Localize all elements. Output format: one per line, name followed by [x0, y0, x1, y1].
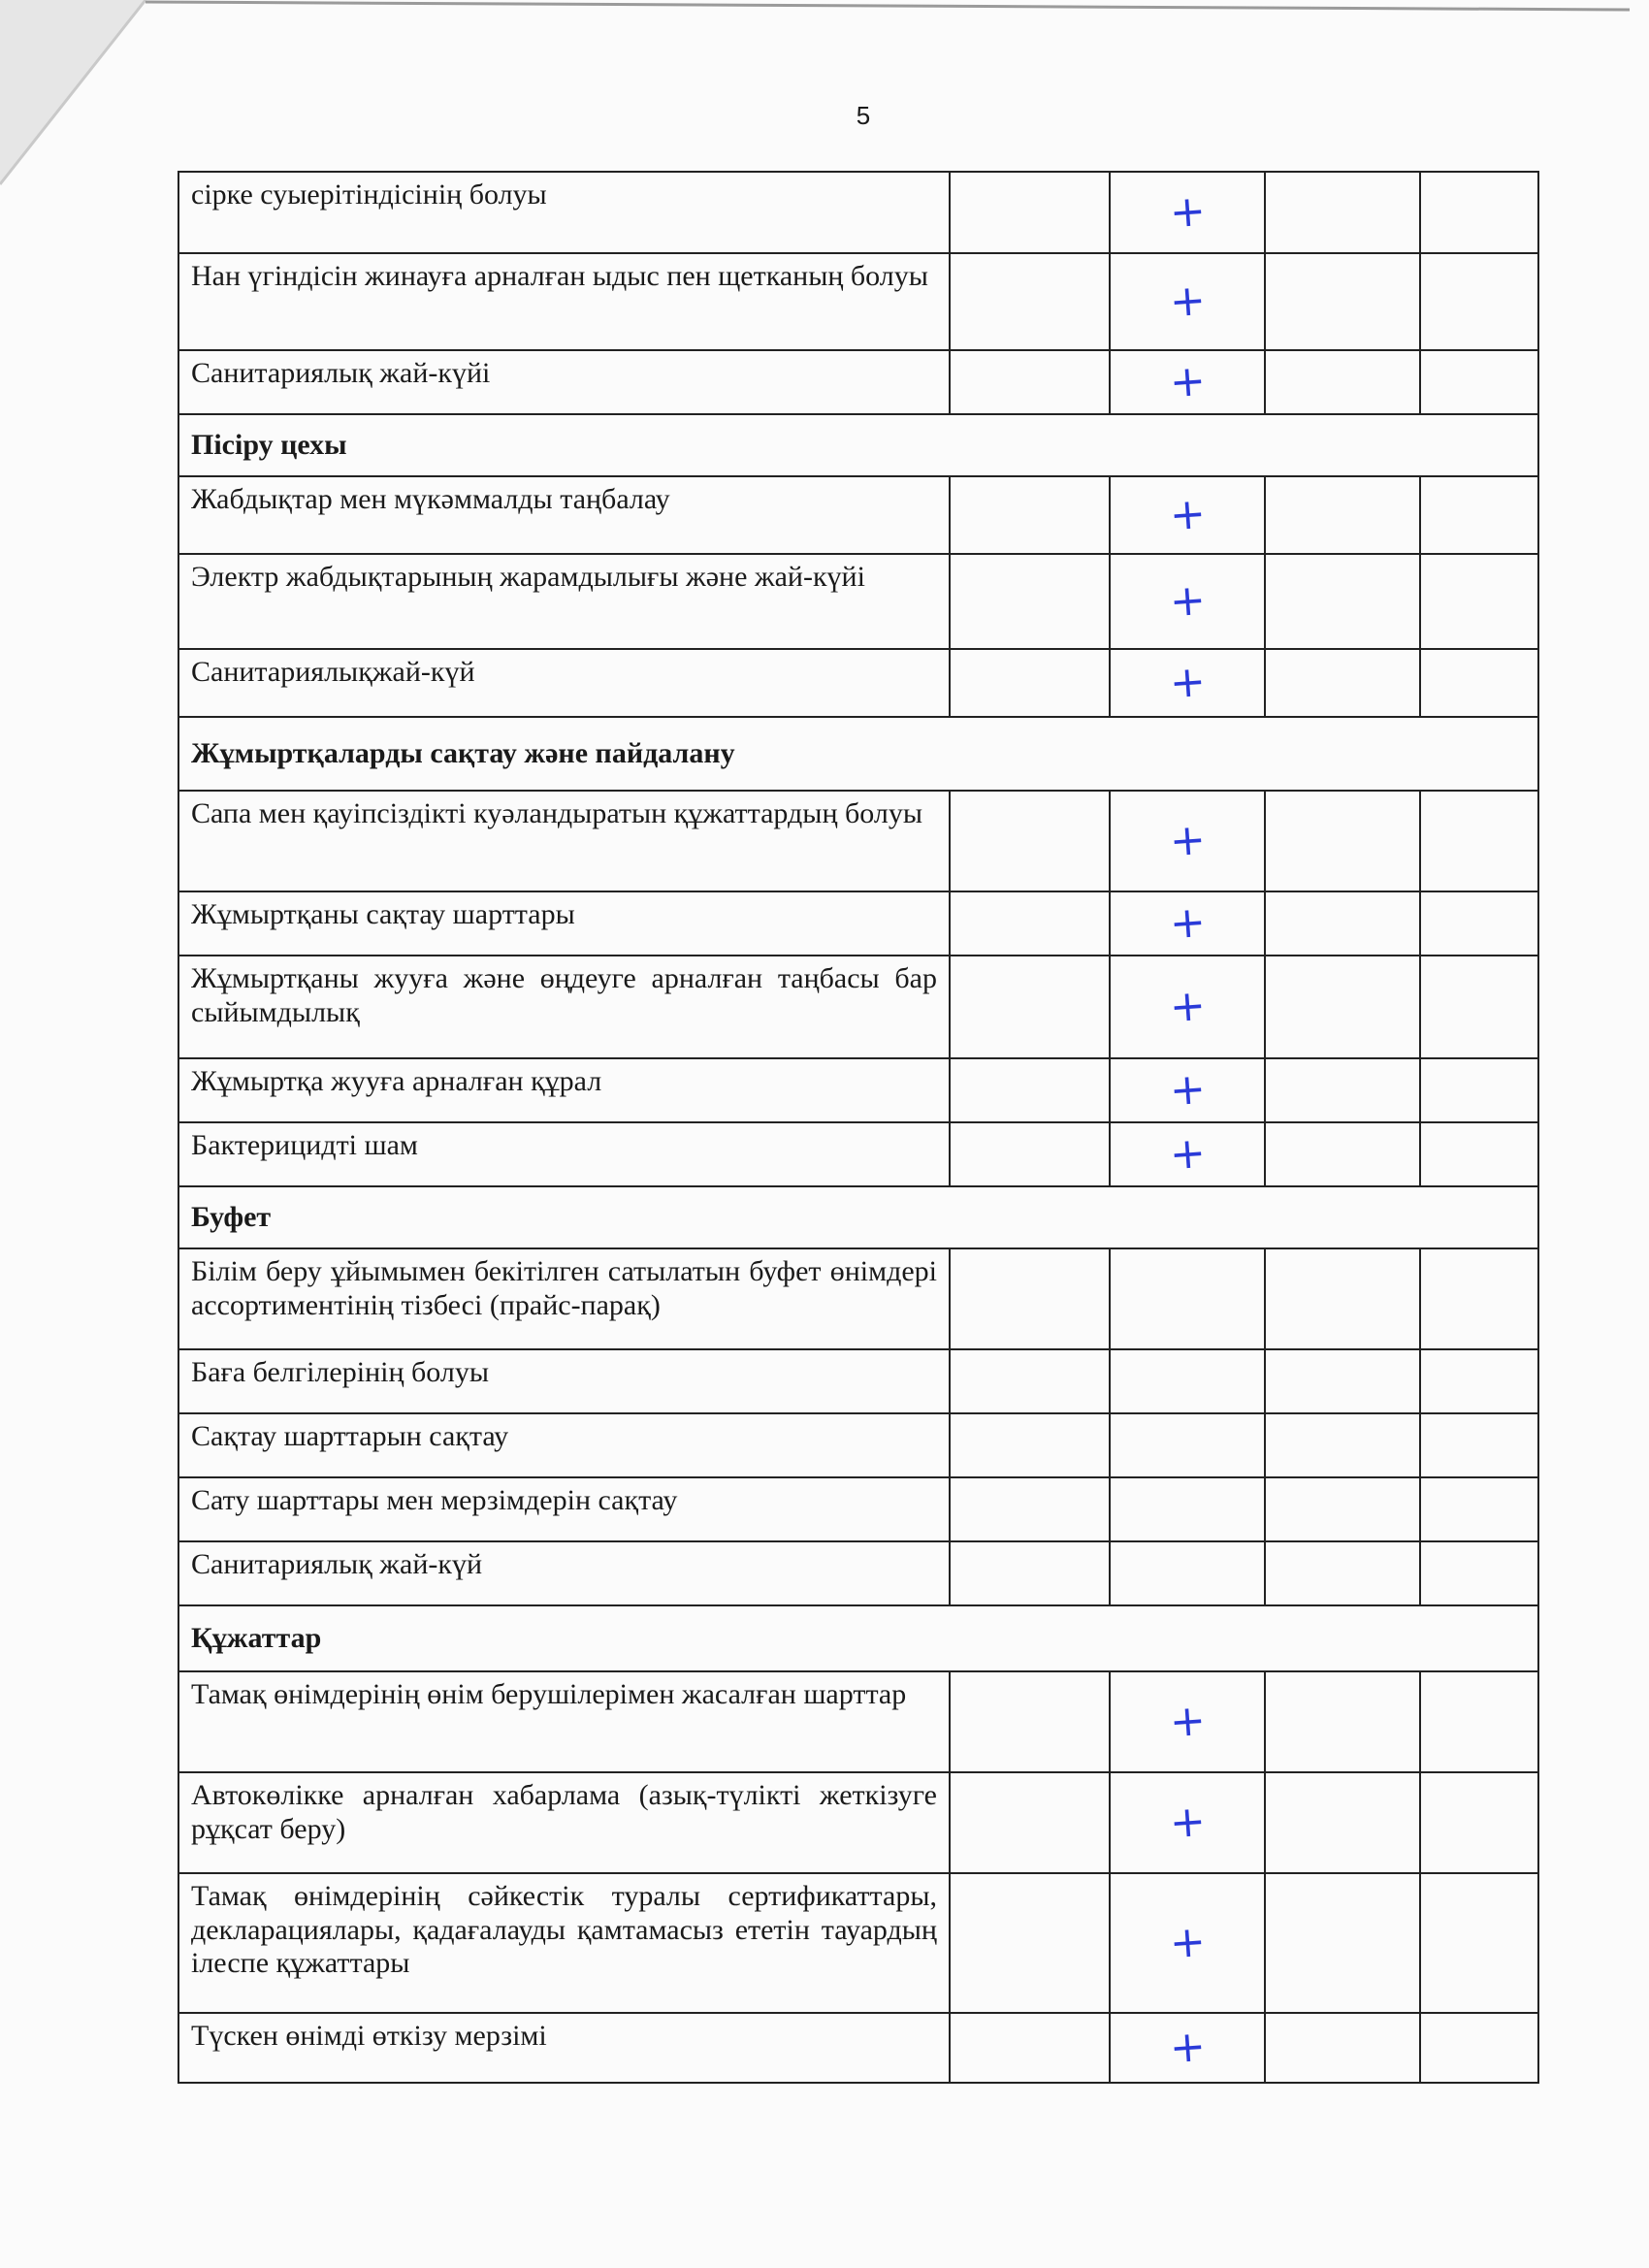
checklist-row: [178, 253, 1538, 350]
column-cell-3: [1265, 172, 1420, 253]
column-cell-1: [950, 956, 1110, 1058]
compliance-mark-cell: [1110, 1477, 1265, 1541]
column-cell-4: [1420, 1248, 1538, 1349]
checklist-row: [178, 2013, 1538, 2083]
column-cell-3: [1265, 956, 1420, 1058]
requirement-label: Түскен өнімді өткізу мерзімі: [178, 2013, 950, 2083]
checklist-row: [178, 649, 1538, 717]
compliance-mark-cell: [1110, 1541, 1265, 1605]
column-cell-4: [1420, 1477, 1538, 1541]
checklist-row: [178, 1671, 1538, 1772]
inspection-checklist-table: [178, 171, 1539, 2084]
column-cell-3: [1265, 1122, 1420, 1186]
checklist-row: [178, 1122, 1538, 1186]
handwritten-plus-mark: +: [1167, 1796, 1208, 1848]
requirement-label: Білім беру ұйымымен бекітілген сатылатын буфет өнімдері ассортиментінің тізбесі (прайс-парақ): [178, 1248, 950, 1349]
column-cell-4: [1420, 350, 1538, 414]
column-cell-1: [950, 1058, 1110, 1122]
checklist-row: [178, 350, 1538, 414]
compliance-mark-cell: [1110, 1248, 1265, 1349]
compliance-mark-cell: [1110, 1122, 1265, 1186]
column-cell-3: [1265, 1541, 1420, 1605]
requirement-label: Жұмыртқа жууға арналған құрал: [178, 1058, 950, 1122]
column-cell-3: [1265, 1873, 1420, 2013]
compliance-mark-cell: [1110, 476, 1265, 554]
checklist-row: [178, 891, 1538, 956]
column-cell-4: [1420, 1413, 1538, 1477]
column-cell-4: [1420, 649, 1538, 717]
column-cell-3: [1265, 253, 1420, 350]
requirement-label: Тамақ өнімдерінің сәйкестік туралы сертификаттары, декларациялары, қадағалауды қамтамасыз ететін тауардың ілеспе құжаттары: [178, 1873, 950, 2013]
checklist-row: [178, 1772, 1538, 1873]
column-cell-3: [1265, 1671, 1420, 1772]
column-cell-1: [950, 1477, 1110, 1541]
compliance-mark-cell: [1110, 2013, 1265, 2083]
handwritten-plus-mark: +: [1167, 355, 1208, 407]
column-cell-1: [950, 350, 1110, 414]
requirement-label: Санитариялық жай-күй: [178, 1541, 950, 1605]
requirement-label: сірке суыерітіндісінің болуы: [178, 172, 950, 253]
checklist-row: [178, 1248, 1538, 1349]
compliance-mark-cell: [1110, 172, 1265, 253]
column-cell-1: [950, 172, 1110, 253]
section-header-row: [178, 1605, 1538, 1671]
requirement-label: Жұмыртқаны сақтау шарттары: [178, 891, 950, 956]
checklist-row: [178, 1541, 1538, 1605]
column-cell-1: [950, 253, 1110, 350]
requirement-label: Сату шарттары мен мерзімдерін сақтау: [178, 1477, 950, 1541]
section-title: Пісіру цехы: [178, 414, 1538, 476]
requirement-label: Санитариялықжай-күй: [178, 649, 950, 717]
compliance-mark-cell: [1110, 1873, 1265, 2013]
column-cell-3: [1265, 649, 1420, 717]
handwritten-plus-mark: +: [1167, 1695, 1208, 1747]
handwritten-plus-mark: +: [1167, 574, 1208, 627]
column-cell-4: [1420, 956, 1538, 1058]
compliance-mark-cell: [1110, 1413, 1265, 1477]
column-cell-4: [1420, 2013, 1538, 2083]
column-cell-4: [1420, 1122, 1538, 1186]
column-cell-3: [1265, 350, 1420, 414]
column-cell-4: [1420, 891, 1538, 956]
compliance-mark-cell: [1110, 1349, 1265, 1413]
section-header-row: [178, 717, 1538, 791]
compliance-mark-cell: [1110, 554, 1265, 649]
column-cell-1: [950, 1349, 1110, 1413]
column-cell-1: [950, 476, 1110, 554]
column-cell-1: [950, 2013, 1110, 2083]
column-cell-1: [950, 1772, 1110, 1873]
compliance-mark-cell: [1110, 350, 1265, 414]
requirement-label: Нан үгіндісін жинауға арналған ыдыс пен щетканың болуы: [178, 253, 950, 350]
column-cell-4: [1420, 1349, 1538, 1413]
column-cell-3: [1265, 791, 1420, 891]
handwritten-plus-mark: +: [1167, 980, 1208, 1032]
column-cell-3: [1265, 1477, 1420, 1541]
column-cell-3: [1265, 1772, 1420, 1873]
handwritten-plus-mark: +: [1167, 1063, 1208, 1116]
compliance-mark-cell: [1110, 253, 1265, 350]
column-cell-3: [1265, 1248, 1420, 1349]
section-title: Құжаттар: [178, 1605, 1538, 1671]
section-header-row: [178, 1186, 1538, 1248]
column-cell-4: [1420, 1671, 1538, 1772]
handwritten-plus-mark: +: [1167, 1916, 1208, 1968]
checklist-row: [178, 554, 1538, 649]
column-cell-1: [950, 791, 1110, 891]
requirement-label: Санитариялық жай-күйі: [178, 350, 950, 414]
handwritten-plus-mark: +: [1167, 896, 1208, 949]
column-cell-4: [1420, 1058, 1538, 1122]
checklist-row: [178, 172, 1538, 253]
checklist-body: [178, 172, 1538, 2083]
column-cell-3: [1265, 891, 1420, 956]
column-cell-3: [1265, 554, 1420, 649]
column-cell-1: [950, 649, 1110, 717]
column-cell-1: [950, 1122, 1110, 1186]
column-cell-4: [1420, 791, 1538, 891]
compliance-mark-cell: [1110, 956, 1265, 1058]
handwritten-plus-mark: +: [1167, 488, 1208, 540]
column-cell-1: [950, 891, 1110, 956]
column-cell-4: [1420, 554, 1538, 649]
column-cell-1: [950, 1248, 1110, 1349]
column-cell-4: [1420, 476, 1538, 554]
column-cell-4: [1420, 172, 1538, 253]
column-cell-3: [1265, 2013, 1420, 2083]
column-cell-1: [950, 1413, 1110, 1477]
requirement-label: Тамақ өнімдерінің өнім берушілерімен жасалған шарттар: [178, 1671, 950, 1772]
compliance-mark-cell: [1110, 1671, 1265, 1772]
column-cell-4: [1420, 1772, 1538, 1873]
compliance-mark-cell: [1110, 891, 1265, 956]
checklist-row: [178, 1349, 1538, 1413]
checklist-row: [178, 476, 1538, 554]
handwritten-plus-mark: +: [1167, 1127, 1208, 1180]
checklist-row: [178, 1413, 1538, 1477]
column-cell-1: [950, 554, 1110, 649]
column-cell-4: [1420, 1541, 1538, 1605]
column-cell-3: [1265, 1413, 1420, 1477]
requirement-label: Жабдықтар мен мүкәммалды таңбалау: [178, 476, 950, 554]
requirement-label: Сақтау шарттарын сақтау: [178, 1413, 950, 1477]
handwritten-plus-mark: +: [1167, 2021, 1208, 2073]
compliance-mark-cell: [1110, 649, 1265, 717]
section-title: Жұмыртқаларды сақтау және пайдалану: [178, 717, 1538, 791]
column-cell-1: [950, 1873, 1110, 2013]
requirement-label: Сапа мен қауіпсіздікті куәландыратын құжаттардың болуы: [178, 791, 950, 891]
requirement-label: Жұмыртқаны жууға және өңдеуге арналған таңбасы бар сыйымдылық: [178, 956, 950, 1058]
handwritten-plus-mark: +: [1167, 814, 1208, 866]
checklist-row: [178, 1477, 1538, 1541]
requirement-label: Бактерицидті шам: [178, 1122, 950, 1186]
compliance-mark-cell: [1110, 1772, 1265, 1873]
checklist-row: [178, 1058, 1538, 1122]
compliance-mark-cell: [1110, 1058, 1265, 1122]
column-cell-1: [950, 1541, 1110, 1605]
handwritten-plus-mark: +: [1167, 656, 1208, 708]
handwritten-plus-mark: +: [1167, 185, 1208, 238]
compliance-mark-cell: [1110, 791, 1265, 891]
column-cell-4: [1420, 253, 1538, 350]
section-title: Буфет: [178, 1186, 1538, 1248]
column-cell-1: [950, 1671, 1110, 1772]
section-header-row: [178, 414, 1538, 476]
requirement-label: Баға белгілерінің болуы: [178, 1349, 950, 1413]
checklist-row: [178, 791, 1538, 891]
page-number: 5: [856, 101, 871, 130]
requirement-label: Автокөлікке арналған хабарлама (азық-түлікті жеткізуге рұқсат беру): [178, 1772, 950, 1873]
column-cell-3: [1265, 1058, 1420, 1122]
requirement-label: Электр жабдықтарының жарамдылығы және жай-күйі: [178, 554, 950, 649]
checklist-row: [178, 956, 1538, 1058]
column-cell-3: [1265, 1349, 1420, 1413]
column-cell-3: [1265, 476, 1420, 554]
column-cell-4: [1420, 1873, 1538, 2013]
checklist-row: [178, 1873, 1538, 2013]
handwritten-plus-mark: +: [1167, 275, 1208, 327]
